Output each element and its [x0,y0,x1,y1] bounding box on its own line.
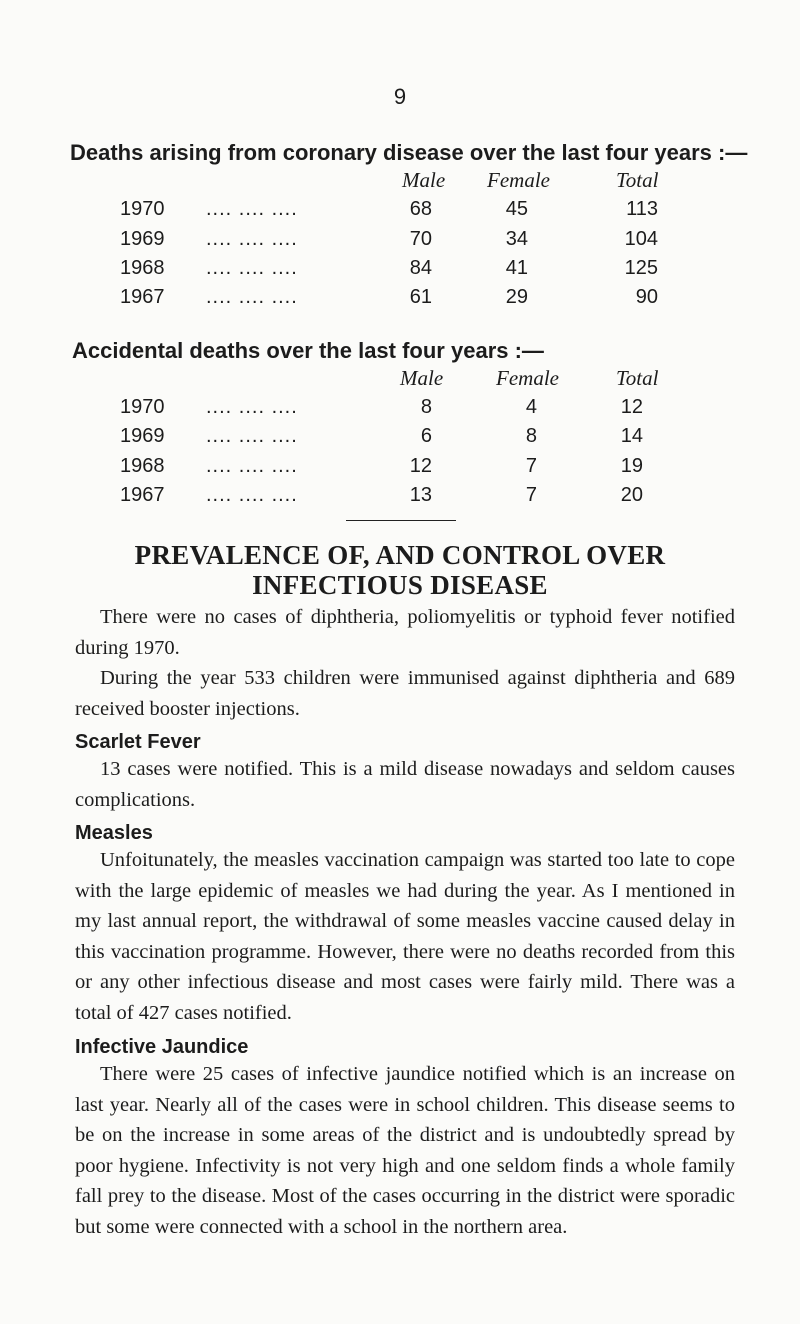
scarlet-fever-heading: Scarlet Fever [75,731,201,753]
row-female: 7 [525,455,537,477]
row-male: 13 [409,484,432,506]
row-year: 1968 [120,257,165,279]
row-leader-dots: .... .... .... [206,257,298,279]
coronary-table-heading: Deaths arising from coronary disease over the last four years :— [70,140,748,165]
row-leader-dots: .... .... .... [206,396,298,418]
row-year: 1970 [120,198,165,220]
accidental-row [0,455,800,483]
row-female: 34 [505,228,528,250]
accidental-row [0,484,800,512]
row-total: 12 [620,396,643,418]
row-male: 61 [409,286,432,308]
page-number: 9 [393,84,407,109]
measles-heading: Measles [75,822,153,844]
row-total: 14 [620,425,643,447]
row-year: 1970 [120,396,165,418]
jaundice-text: There were 25 cases of infective jaundice notified which is an increase on last year. Nearly all of the cases were in school children. This disease seems to be on the increase in some areas of the district and is undoubtedly spread by poor hygiene. Infectivity is not very high and one seldom finds a whole family fall prey to the disease. Most of the cases occurring in the district were sporadic but some were connected with a school in the northern area. [75,1063,735,1238]
row-year: 1968 [120,455,165,477]
coronary-row [0,228,800,256]
row-female: 7 [525,484,537,506]
section-title-line2: INFECTIOUS DISEASE [252,570,548,600]
row-total: 104 [624,228,658,250]
accidental-row [0,396,800,424]
row-total: 113 [626,198,658,220]
scarlet-fever-text: 13 cases were notified. This is a mild disease nowadays and seldom causes complications. [75,758,735,811]
row-male: 12 [409,455,432,477]
row-female: 8 [525,425,537,447]
row-leader-dots: .... .... .... [206,425,298,447]
row-male: 70 [409,228,432,250]
row-year: 1969 [120,228,165,250]
row-leader-dots: .... .... .... [206,198,298,220]
row-total: 90 [635,286,658,308]
row-female: 45 [505,198,528,220]
row-male: 8 [420,396,432,418]
row-female: 29 [505,286,528,308]
coronary-col-male: Male [402,168,446,192]
row-male: 6 [420,425,432,447]
row-total: 19 [620,455,643,477]
coronary-col-female: Female [487,168,550,192]
row-male: 84 [409,257,432,279]
measles-text: Unfoitunately, the measles vaccination campaign was started too late to cope with the large epidemic of measles we had during the year. As I mentioned in my last annual report, the withdrawal of some measles vaccine caused delay in this vaccination programme. However, there were no deaths recorded from this or any other infectious disease and most cases were fairly mild. There was a total of 427 cases notified. [75,849,735,1024]
accidental-row [0,425,800,453]
coronary-col-total: Total [616,168,659,192]
coronary-row [0,198,800,226]
row-female: 41 [505,257,528,279]
row-year: 1969 [120,425,165,447]
row-total: 20 [620,484,643,506]
accidental-col-male: Male [400,366,444,390]
jaundice-heading: Infective Jaundice [75,1036,249,1058]
accidental-col-total: Total [616,366,659,390]
row-year: 1967 [120,286,165,308]
accidental-table-heading: Accidental deaths over the last four years :— [72,338,544,363]
intro-paragraph-1: There were no cases of diphtheria, poliomyelitis or typhoid fever notified during 1970. [75,606,735,659]
section-divider [346,520,456,521]
row-leader-dots: .... .... .... [206,484,298,506]
row-total: 125 [624,257,658,279]
row-male: 68 [409,198,432,220]
coronary-row [0,286,800,314]
row-year: 1967 [120,484,165,506]
row-leader-dots: .... .... .... [206,286,298,308]
coronary-row [0,257,800,285]
intro-paragraph-2: During the year 533 children were immunised against diphtheria and 689 received booster injections. [75,667,735,720]
row-female: 4 [525,396,537,418]
section-title-line1: PREVALENCE OF, AND CONTROL OVER [134,540,666,570]
row-leader-dots: .... .... .... [206,228,298,250]
accidental-col-female: Female [496,366,559,390]
row-leader-dots: .... .... .... [206,455,298,477]
